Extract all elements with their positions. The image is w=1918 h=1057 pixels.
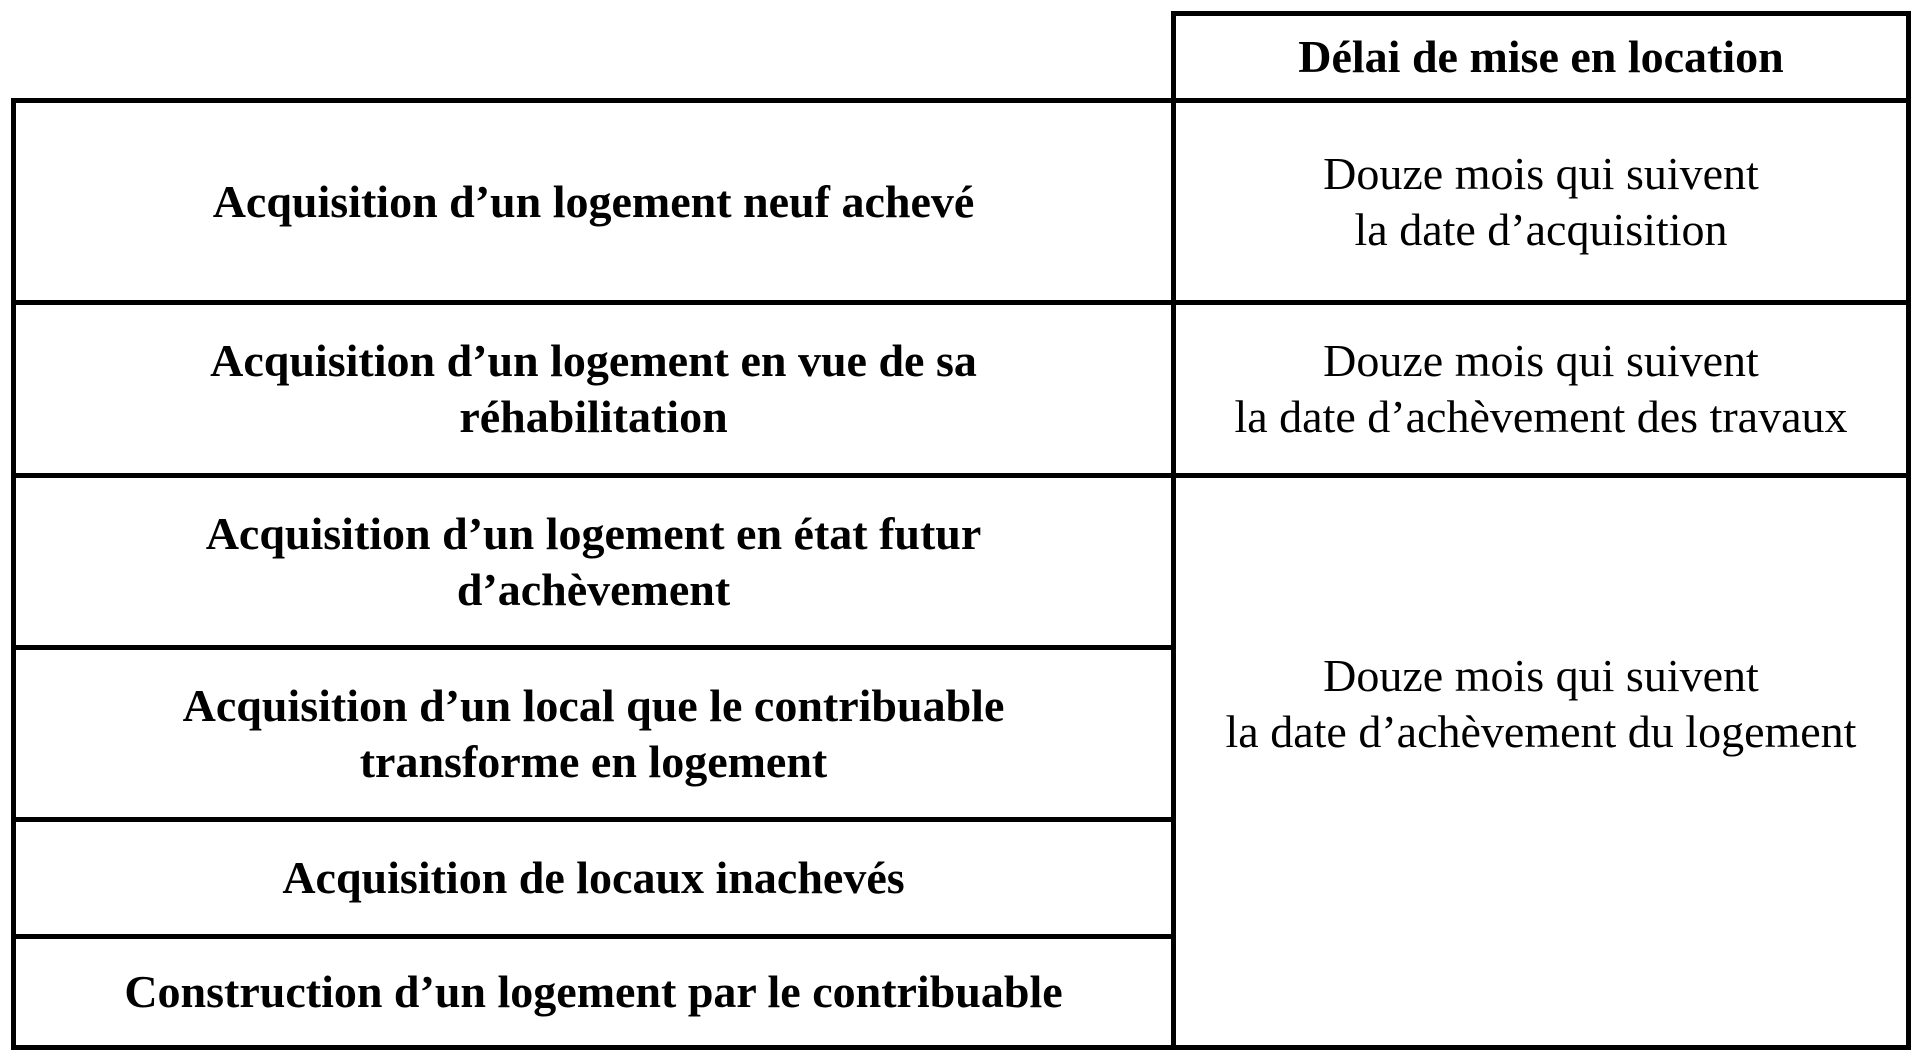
delay-achevement-logement xyxy=(1171,473,1911,1050)
delay-line: la date d’acquisition xyxy=(1354,203,1728,255)
row-etat-futur-achevement xyxy=(11,473,1176,650)
column-header-label: Délai de mise en location xyxy=(1298,31,1784,82)
row-label-line: Acquisition d’un logement en état futur xyxy=(205,507,982,559)
delay-line: la date d’achèvement des travaux xyxy=(1234,391,1848,442)
row-label-line: Acquisition d’un logement neuf achevé xyxy=(212,175,975,227)
row-label-line: réhabilitation xyxy=(459,391,728,442)
row-label-line: d’achèvement xyxy=(456,563,731,615)
row-label-line: Acquisition d’un local que le contribuable xyxy=(182,679,1005,731)
row-label-line: transforme en logement xyxy=(359,735,828,787)
row-label-line: Acquisition de locaux inachevés xyxy=(282,852,905,903)
delay-acquisition xyxy=(1171,98,1911,305)
column-header-delai xyxy=(1171,11,1911,103)
delay-line: Douze mois qui suivent xyxy=(1323,650,1759,701)
row-neuf-acheve xyxy=(11,98,1176,305)
delay-line: Douze mois qui suivent xyxy=(1323,335,1759,386)
row-construction xyxy=(11,934,1176,1050)
row-locaux-inacheves xyxy=(11,817,1176,939)
row-label-line: Construction d’un logement par le contribuable xyxy=(124,966,1063,1017)
delay-line: la date d’achèvement du logement xyxy=(1225,706,1857,757)
delay-line: Douze mois qui suivent xyxy=(1323,147,1759,199)
row-label-line: Acquisition d’un logement en vue de sa xyxy=(210,335,977,386)
delay-achevement-travaux xyxy=(1171,300,1911,478)
row-rehabilitation xyxy=(11,300,1176,478)
row-local-transforme xyxy=(11,645,1176,822)
